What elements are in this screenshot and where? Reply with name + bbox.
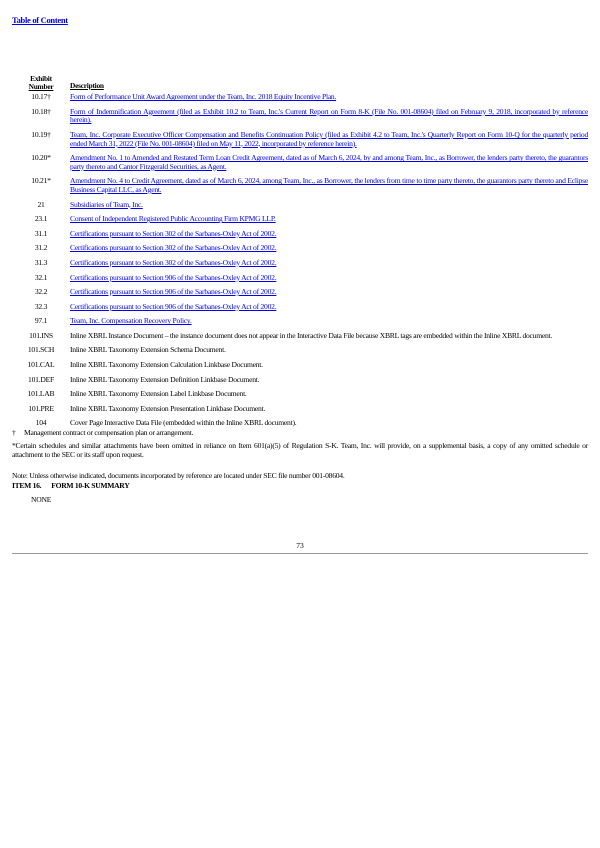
exhibit-row — [12, 106, 588, 129]
exhibit-description-link[interactable]: Certifications pursuant to Section 302 of the Sarbanes-Oxley Act of 2002. — [70, 257, 277, 267]
exhibit-number: 31.2 — [34, 243, 48, 253]
exhibit-description-cell — [70, 106, 588, 129]
exhibit-description-link[interactable]: Subsidiaries of Team, Inc. — [70, 199, 143, 209]
exhibit-description-link[interactable]: Amendment No. 4 to Credit Agreement, dated as of March 6, 2024, among Team, Inc., as Borrower, the lenders from time to time party thereto, the guarantors party thereto and Eclipse Business Capital LLC, as Agent. — [70, 176, 588, 194]
exhibit-number: 101.LAB — [27, 389, 55, 399]
exhibit-number: 10.21* — [31, 176, 51, 186]
exhibit-row — [12, 359, 588, 374]
exhibit-row — [12, 129, 588, 152]
exhibit-description-link[interactable]: Form of Indemnification Agreement (filed as Exhibit 10.2 to Team, Inc.'s Current Report on Form 8-K (File No. 001-08604) filed on February 9, 2018, incorporated by reference herein). — [70, 106, 588, 125]
exhibit-number: 101.INS — [29, 330, 53, 340]
exhibit-row — [12, 330, 588, 345]
exhibit-number: 97.1 — [34, 316, 48, 326]
exhibit-description: Inline XBRL Taxonomy Extension Schema Document. — [70, 345, 226, 355]
exhibit-description-cell — [70, 272, 588, 287]
exhibit-description: Inline XBRL Instance Document – the instance document does not appear in the Interactive Data File because XBRL tags are embedded within the Inline XBRL document. — [70, 330, 553, 340]
dagger-footnote — [12, 428, 588, 438]
exhibit-number: 10.17† — [31, 92, 51, 102]
exhibit-row — [12, 374, 588, 389]
exhibit-description-link[interactable]: Team, Inc. Corporate Executive Officer Compensation and Benefits Continuation Policy (filed as Exhibit 4.2 to Team, Inc.'s Quarterly Report on Form 10-Q for the quarterly period ended March 31, 2022 (File No. 001-08604) filed on May 11, 2022, incorporated by reference herein). — [70, 129, 588, 148]
exhibit-row — [12, 315, 588, 330]
exhibit-description: Inline XBRL Taxonomy Extension Presentation Linkbase Document. — [70, 403, 266, 413]
exhibit-row — [12, 213, 588, 228]
exhibit-description: Inline XBRL Taxonomy Extension Label Linkbase Document. — [70, 389, 247, 399]
exhibit-description-link[interactable]: Certifications pursuant to Section 906 of the Sarbanes-Oxley Act of 2002. — [70, 287, 277, 297]
exhibit-number: 101.CAL — [27, 360, 55, 370]
exhibit-row — [12, 91, 588, 106]
asterisk-footnote: *Certain schedules and similar attachments have been omitted in reliance on Item 601(a)(5) of Regulation S-K. Team, Inc. will provide, on a supplemental basis, a copy of any omitted schedule or attachment to the SEC or its staff upon request. — [12, 440, 588, 460]
exhibit-number-header-line1: Exhibit — [30, 74, 52, 83]
exhibit-table — [12, 75, 588, 432]
exhibit-number: 10.20* — [31, 153, 51, 163]
exhibit-table-header — [12, 75, 588, 91]
exhibit-description-cell — [70, 175, 588, 198]
exhibit-row — [12, 403, 588, 418]
exhibit-row — [12, 228, 588, 243]
exhibit-description-cell — [70, 301, 588, 316]
exhibit-description-link[interactable]: Certifications pursuant to Section 906 of the Sarbanes-Oxley Act of 2002. — [70, 272, 277, 282]
exhibit-description-cell — [70, 91, 588, 106]
exhibit-description: Inline XBRL Taxonomy Extension Calculation Linkbase Document. — [70, 360, 263, 370]
exhibit-number-header — [12, 75, 70, 91]
exhibit-row — [12, 199, 588, 214]
page-number: 73 — [296, 541, 304, 550]
exhibit-description-cell — [70, 242, 588, 257]
exhibit-number: 104 — [35, 418, 47, 428]
exhibit-description-link[interactable]: Certifications pursuant to Section 302 of the Sarbanes-Oxley Act of 2002. — [70, 243, 277, 253]
table-of-content-link[interactable]: Table of Content — [12, 15, 68, 25]
exhibit-description-cell — [70, 315, 588, 330]
exhibit-description-cell — [70, 213, 588, 228]
exhibit-row — [12, 242, 588, 257]
exhibit-description-link[interactable]: Certifications pursuant to Section 302 of the Sarbanes-Oxley Act of 2002. — [70, 228, 277, 238]
footnotes — [12, 428, 588, 480]
exhibit-number: 101.DEF — [28, 374, 54, 384]
exhibit-description-cell — [70, 228, 588, 243]
item-16-title: FORM 10-K SUMMARY — [51, 481, 130, 490]
dagger-footnote-text: Management contract or compensation plan or arrangement. — [24, 428, 194, 437]
exhibit-number: 10.19† — [31, 129, 51, 139]
exhibit-row — [12, 152, 588, 175]
exhibit-number-header-line2: Number — [28, 81, 54, 91]
footer-divider — [12, 553, 588, 554]
exhibit-row — [12, 301, 588, 316]
exhibit-description-cell — [70, 257, 588, 272]
description-header-label: Description — [70, 80, 104, 90]
exhibit-number: 101.SCH — [27, 345, 55, 355]
exhibit-number: 31.1 — [34, 228, 48, 238]
exhibit-description: Cover Page Interactive Data File (embedded within the Inline XBRL document). — [70, 418, 297, 428]
exhibit-description-link[interactable]: Consent of Independent Registered Public Accounting Firm KPMG LLP. — [70, 214, 276, 224]
description-header — [70, 75, 588, 91]
exhibit-row — [12, 286, 588, 301]
exhibit-number: 101.PRE — [28, 403, 54, 413]
exhibit-row — [12, 272, 588, 287]
exhibit-description: Inline XBRL Taxonomy Extension Definition Linkbase Document. — [70, 374, 260, 384]
exhibit-number: 32.1 — [34, 272, 48, 282]
exhibit-row — [12, 344, 588, 359]
exhibit-description-cell — [70, 129, 588, 152]
sec-file-note: Note: Unless otherwise indicated, documents incorporated by reference are located under SEC file number 001-08604. — [12, 470, 345, 480]
exhibit-description-link[interactable]: Team, Inc. Compensation Recovery Policy. — [70, 316, 192, 326]
exhibit-description-link[interactable]: Form of Performance Unit Award Agreement under the Team, Inc. 2018 Equity Incentive Plan. — [70, 92, 337, 102]
exhibit-description-link[interactable]: Certifications pursuant to Section 906 of the Sarbanes-Oxley Act of 2002. — [70, 301, 277, 311]
exhibit-rows — [12, 91, 588, 432]
item-16-number: ITEM 16. — [12, 481, 42, 490]
exhibit-row — [12, 257, 588, 272]
exhibit-description-cell — [70, 199, 588, 214]
exhibit-row — [12, 175, 588, 198]
exhibit-row — [12, 388, 588, 403]
exhibit-number: 23.1 — [34, 214, 48, 224]
exhibit-description-link[interactable]: Amendment No. 1 to Amended and Restated Term Loan Credit Agreement, dated as of March 6, 2024, by and among Team, Inc., as Borrower, the lenders party thereto, the guarantors party thereto and Cantor Fitzgerald Securities, as Agent. — [70, 153, 588, 171]
exhibit-description-cell — [70, 152, 588, 175]
exhibit-number: 32.3 — [34, 301, 48, 311]
exhibit-number: 21 — [37, 199, 45, 209]
exhibit-number: 31.3 — [34, 257, 48, 267]
item-16-heading — [12, 481, 129, 490]
exhibit-number: 32.2 — [34, 287, 48, 297]
dagger-symbol: † — [12, 428, 16, 437]
exhibit-number: 10.18† — [31, 106, 51, 116]
exhibit-description-cell — [70, 286, 588, 301]
item-16-body: NONE — [31, 495, 52, 504]
